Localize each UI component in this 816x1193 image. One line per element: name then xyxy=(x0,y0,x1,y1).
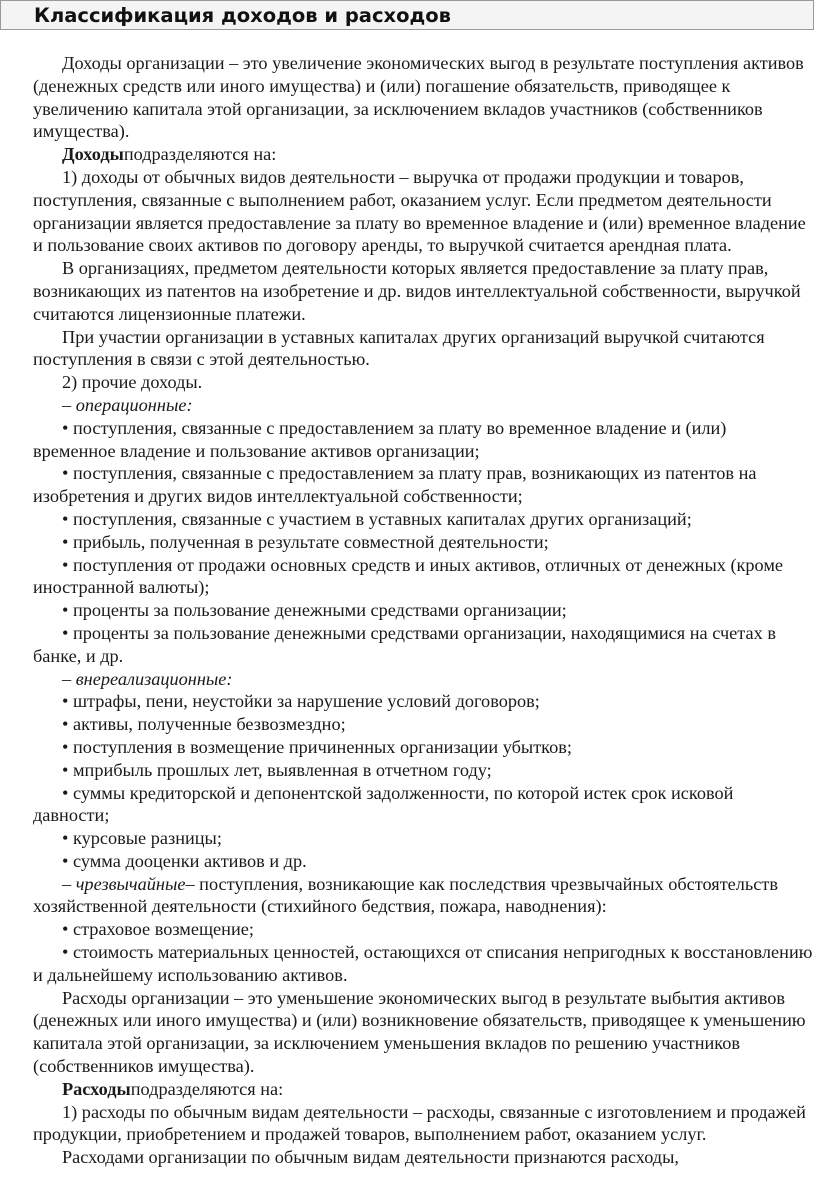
list-item: • стоимость материальных ценностей, остающихся от списания непригодных к восстановлению и дальнейшему использованию активов. xyxy=(33,942,813,985)
paragraph-expense-recognition: Расходами организации по обычным видам деятельности признаются расходы, xyxy=(62,1147,679,1168)
paragraph-expense-subdivision xyxy=(33,1078,813,1101)
paragraph-capital-participation: При участии организации в уставных капиталах других организаций выручкой считаются поступления в связи с этой деятельностью. xyxy=(33,326,765,370)
list-item: • страховое возмещение; xyxy=(62,919,254,940)
income-subdivision-text: подразделяются на: xyxy=(123,144,277,165)
paragraph-ordinary-expenses: 1) расходы по обычным видам деятельности – расходы, связанные с изготовлением и продажей продукции, приобретением и продажей товаров, выполнением работ, оказанием услуг. xyxy=(33,1101,806,1145)
list-item: • проценты за пользование денежными средствами организации; xyxy=(62,600,567,621)
list-item: • курсовые разницы; xyxy=(62,828,222,849)
paragraph-income-definition: Доходы организации – это увеличение экономических выгод в результате поступления активов (денежных средств или иного имущества) и (или) погашение обязательств, приводящее к увеличению капитала этой организации, за исключением вкладов участников (собственников имущества). xyxy=(33,53,804,142)
document-title: Классификация доходов и расходов xyxy=(34,4,451,27)
expense-subdivision-text: подразделяются на: xyxy=(130,1078,284,1099)
list-item: • прибыль, полученная в результате совместной деятельности; xyxy=(62,531,549,552)
list-item: • поступления, связанные с участием в уставных капиталах других организаций; xyxy=(62,508,692,529)
paragraph-ordinary-income: 1) доходы от обычных видов деятельности – выручка от продажи продукции и товаров, поступления, связанные с выполнением работ, оказанием услуг. Если предметом деятельности организации является предоставление за плату во временное владение и (или) временное владение и пользование своих активов по договору аренды, то выручкой считается арендная плата. xyxy=(33,166,806,256)
term-income: Доходы xyxy=(62,144,124,165)
list-item: • поступления, связанные с предоставлением за плату прав, возникающих из патентов на изобретения и других видов интеллектуальной собственности; xyxy=(33,463,757,507)
paragraph-income-subdivision xyxy=(33,143,813,166)
list-item: • поступления в возмещение причиненных организации убытков; xyxy=(62,736,572,757)
term-expenses: Расходы xyxy=(62,1078,131,1099)
extraordinary-text: – поступления, возникающие как последствия чрезвычайных обстоятельств хозяйственной деятельности (стихийного бедствия, пожара, наводнения): xyxy=(33,873,778,917)
paragraph-expense-definition: Расходы организации – это уменьшение экономических выгод в результате выбытия активов (денежных или иного имущества) и (или) возникновение обязательств, приводящее к уменьшению капитала этой организации, за исключением уменьшения вкладов по решению участников (собственников имущества). xyxy=(33,987,806,1077)
heading-non-operating: – внереализационные: xyxy=(62,668,233,689)
list-item: • мприбыль прошлых лет, выявленная в отчетном году; xyxy=(62,759,492,780)
list-item: • сумма дооценки активов и др. xyxy=(62,850,307,871)
list-item: • поступления от продажи основных средств и иных активов, отличных от денежных (кроме иностранной валюты); xyxy=(33,554,784,598)
paragraph-other-income: 2) прочие доходы. xyxy=(62,372,203,393)
title-bar xyxy=(0,0,814,30)
list-item: • активы, полученные безвозмездно; xyxy=(62,714,346,735)
document-body xyxy=(33,52,813,1169)
list-item: • поступления, связанные с предоставлением за плату во временное владение и (или) временное владение и пользование активов организации; xyxy=(33,417,727,461)
paragraph-extraordinary xyxy=(33,873,813,919)
list-item: • проценты за пользование денежными средствами организации, находящимися на счетах в банке, и др. xyxy=(33,622,776,666)
list-item: • штрафы, пени, неустойки за нарушение условий договоров; xyxy=(62,691,540,712)
list-item: • суммы кредиторской и депонентской задолженности, по которой истек срок исковой давности; xyxy=(33,782,734,826)
paragraph-license-payments: В организациях, предметом деятельности которых является предоставление за плату прав, возникающих из патентов на изобретение и др. видов интеллектуальной собственности, выручкой считаются лицензионные платежи. xyxy=(33,258,801,324)
heading-operating: – операционные: xyxy=(62,394,193,415)
heading-extraordinary: – чрезвычайные xyxy=(62,873,186,894)
